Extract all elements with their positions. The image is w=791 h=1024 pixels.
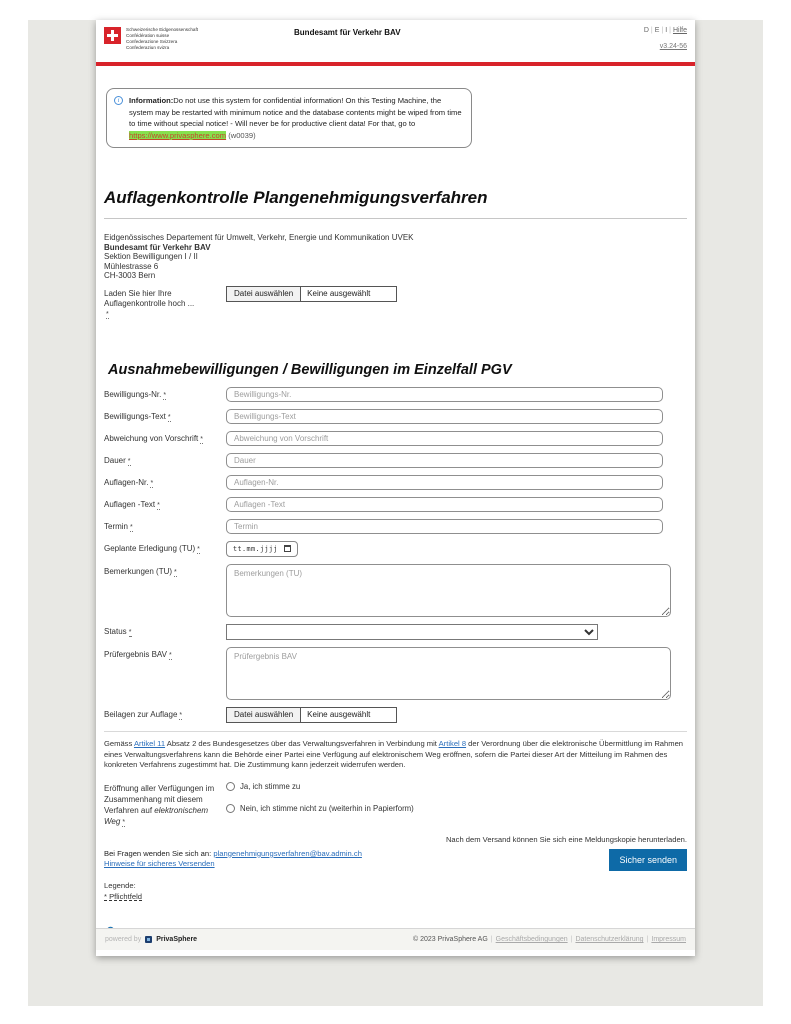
field-label-bewilligungs-text: Bewilligungs-Text *: [104, 411, 171, 421]
date-placeholder: tt.mm.jjjj: [233, 544, 278, 553]
lang-link-de[interactable]: D: [643, 27, 649, 34]
artikel-11-link[interactable]: Artikel 11: [133, 738, 166, 748]
legend: [104, 880, 687, 902]
auflagen-nr-input[interactable]: [226, 475, 663, 490]
field-label-abweichung: Abweichung von Vorschrift *: [104, 433, 204, 443]
field-label-auflagen-nr: Auflagen-Nr. *: [104, 477, 154, 487]
dauer-input[interactable]: [226, 453, 663, 468]
page-header: [96, 20, 695, 62]
field-label-status: Status *: [104, 626, 132, 636]
info-title: Information:: [129, 96, 174, 105]
legend-title: Legende:: [104, 880, 136, 890]
privasphere-brand: PrivaSphere: [156, 936, 198, 943]
confederation-wordmark: [126, 27, 198, 51]
field-label-bewilligungs-nr: Bewilligungs-Nr. *: [104, 389, 167, 399]
field-label-beilagen: Beilagen zur Auflage *: [104, 709, 183, 719]
impressum-link[interactable]: Impressum: [651, 936, 686, 943]
swiss-red-divider: [96, 62, 695, 66]
required-marker: *: [127, 457, 131, 465]
required-marker: *: [174, 568, 177, 576]
powered-by-label: powered by: [105, 936, 142, 943]
contact-block: Bei Fragen wenden Sie sich an: plangenehmigungsverfahren@bav.admin.ch Hinweise für sicheres Versenden: [104, 848, 362, 869]
logo-line: Schweizerische Eidgenossenschaft: [126, 27, 199, 32]
page-title: Auflagenkontrolle Plangenehmigungsverfahren: [104, 188, 687, 219]
swiss-cross-icon: [104, 27, 121, 44]
separator: |: [570, 936, 573, 943]
testing-info-box: [106, 88, 472, 148]
consent-no-option[interactable]: Nein, ich stimme nicht zu (weiterhin in Papierform): [226, 804, 414, 813]
bemerkungen-textarea[interactable]: [226, 564, 671, 617]
separator: |: [490, 936, 493, 943]
privasphere-logo-icon: [145, 936, 152, 943]
section-title: Ausnahmebewilligungen / Bewilligungen im Einzelfall PGV: [108, 361, 512, 378]
contact-email-link[interactable]: plangenehmigungsverfahren@bav.admin.ch: [213, 848, 362, 858]
beilagen-file-input[interactable]: [226, 707, 397, 723]
required-field-legend-link[interactable]: * Pflichtfeld: [104, 891, 142, 901]
field-label-dauer: Dauer *: [104, 455, 131, 465]
required-marker: *: [197, 545, 200, 553]
bewilligungs-text-input[interactable]: [226, 409, 663, 424]
privasphere-link[interactable]: https://www.privasphere.com: [129, 130, 227, 140]
office-name: Bundesamt für Verkehr BAV: [294, 28, 401, 37]
language-switcher: [644, 27, 687, 34]
lang-link-it[interactable]: I: [665, 27, 668, 34]
required-marker: *: [128, 628, 132, 636]
info-text: Information:Do not use this system for confidential information! On this Testing Machine, the system may be restarted with minimum notice and the database contents might be wiped from time to time without special notice! - Will never be for productive client data! For that, go to https://www.privasphere.com (w0039): [129, 96, 462, 140]
secure-sending-hints-link[interactable]: Hinweise für sicheres Versenden: [104, 859, 215, 869]
termin-input[interactable]: [226, 519, 663, 534]
address-block: [104, 233, 687, 281]
required-marker: *: [130, 523, 133, 531]
logo-line: Confédération suisse: [126, 33, 170, 38]
required-marker: *: [163, 391, 167, 399]
secure-send-button[interactable]: Sicher senden: [609, 849, 687, 871]
field-label-pruefergebnis: Prüfergebnis BAV *: [104, 649, 172, 659]
separator: |: [661, 27, 664, 34]
field-label-termin: Termin *: [104, 521, 133, 531]
abweichung-input[interactable]: [226, 431, 663, 446]
separator: |: [650, 27, 653, 34]
required-marker: *: [200, 435, 204, 443]
required-marker: *: [106, 310, 109, 318]
auflagenkontrolle-file-input[interactable]: [226, 286, 397, 302]
address-line: CH-3003 Bern: [104, 271, 156, 281]
required-marker: *: [179, 711, 183, 719]
consent-no-radio[interactable]: [226, 804, 235, 813]
file-status-text: Keine ausgewählt: [307, 288, 371, 298]
consent-label: Eröffnung aller Verfügungen im Zusammenhang mit diesem Verfahren auf elektronischem Weg *: [104, 783, 215, 826]
auflagen-text-input[interactable]: [226, 497, 663, 512]
field-label-auflagen-text: Auflagen -Text *: [104, 499, 160, 509]
required-marker: *: [122, 818, 126, 826]
legal-paragraph: Gemäss Artikel 11 Absatz 2 des Bundesgesetzes über das Verwaltungsverfahren in Verbindung mit Artikel 8 der Verordnung über die elektronische Übermittlung im Rahmen eines Verwaltungsverfahrens kann die Behörde einer Partei eine Verfügung auf elektronischem Weg eröffnen, sofern die Partei dieser Art der Mitteilung im Rahmen des konkreten Verfahrens zugestimmt hat. Die Zustimmung kann jederzeit widerrufen werden.: [104, 738, 684, 770]
file-status-text: Keine ausgewählt: [307, 709, 371, 719]
address-line: Sektion Bewilligungen I / II: [104, 252, 198, 262]
upload-label: Laden Sie hier Ihre Auflagenkontrolle hoch ... *: [104, 288, 195, 318]
consent-yes-option[interactable]: Ja, ich stimme zu: [226, 782, 414, 791]
logo-line: Confederazione Svizzera: [126, 39, 178, 44]
page-footer: [96, 928, 695, 950]
required-marker: *: [157, 501, 160, 509]
required-marker: *: [167, 413, 171, 421]
pruefergebnis-textarea[interactable]: [226, 647, 671, 700]
address-line: Bundesamt für Verkehr BAV: [104, 242, 211, 252]
choose-file-button[interactable]: Datei auswählen: [227, 287, 301, 301]
geplante-erledigung-date-input[interactable]: [226, 541, 298, 557]
address-line: Mühlestrasse 6: [104, 261, 159, 271]
required-marker: *: [150, 479, 154, 487]
help-link[interactable]: Hilfe: [672, 27, 687, 34]
separator: |: [669, 27, 671, 34]
upload-auflagenkontrolle-row: [104, 286, 687, 320]
consent-yes-radio[interactable]: [226, 782, 235, 791]
separator: |: [646, 936, 649, 943]
exception-permits-form: [104, 387, 687, 723]
field-label-bemerkungen: Bemerkungen (TU) *: [104, 566, 177, 576]
form-page: [96, 20, 695, 956]
required-marker: *: [169, 651, 172, 659]
copyright-text: © 2023 PrivaSphere AG: [412, 936, 488, 943]
consent-row: [104, 780, 687, 828]
info-code: (w0039): [226, 130, 256, 140]
terms-link[interactable]: Geschäftsbedingungen: [495, 936, 568, 943]
logo-line: Confederaziun svizra: [126, 45, 170, 50]
artikel-8-link[interactable]: Artikel 8: [438, 738, 467, 748]
bewilligungs-nr-input[interactable]: [226, 387, 663, 402]
divider: [104, 731, 687, 732]
field-label-geplante-erledigung: Geplante Erledigung (TU) *: [104, 543, 200, 553]
version-link[interactable]: v3.24-56: [659, 43, 687, 50]
privacy-link[interactable]: Datenschutzerklärung: [575, 936, 644, 943]
info-icon: i: [114, 96, 123, 105]
footer-links: [413, 936, 686, 943]
calendar-icon[interactable]: [284, 545, 291, 552]
lang-link-en[interactable]: E: [654, 27, 660, 34]
choose-file-button[interactable]: Datei auswählen: [227, 708, 301, 722]
address-line: Eidgenössisches Departement für Umwelt, Verkehr, Energie und Kommunikation UVEK: [104, 233, 414, 242]
status-select[interactable]: [226, 624, 598, 640]
copy-download-note: Nach dem Versand können Sie sich eine Meldungskopie herunterladen.: [445, 834, 687, 844]
